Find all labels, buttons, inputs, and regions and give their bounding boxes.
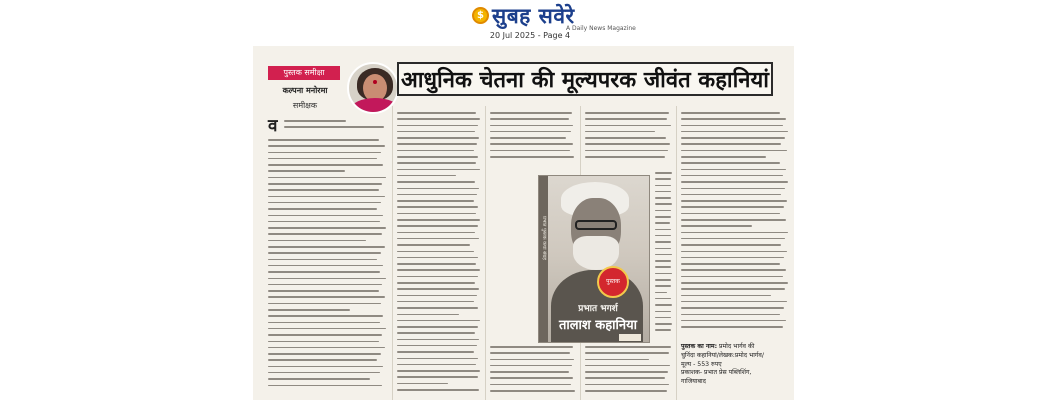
text-line [655,298,671,300]
text-line [490,112,572,114]
body-text-column-2 [397,112,481,398]
text-line [397,219,480,221]
text-line [681,314,780,316]
text-line [585,365,670,367]
text-line [284,126,384,128]
text-line [585,384,669,386]
text-line [681,263,780,265]
text-line [268,366,383,368]
text-line [397,295,477,297]
text-line [490,377,573,379]
text-line [268,208,377,210]
text-line [268,164,383,166]
text-line [585,137,666,139]
text-line [268,271,380,273]
text-line [397,314,459,316]
text-line [585,143,670,145]
text-line [655,229,671,231]
text-line [397,137,479,139]
text-line [655,329,671,331]
text-line [585,150,668,152]
text-line [681,295,771,297]
text-line [397,251,474,253]
book-publisher-city: गाजियाबाद [681,378,706,386]
text-line [490,359,574,361]
text-line [397,244,470,246]
text-line [655,235,671,237]
text-line [681,169,786,171]
text-line [268,221,380,223]
body-text-column-1a [284,120,387,138]
text-line [397,345,477,347]
column-divider [392,106,393,400]
text-line [681,307,784,309]
text-line [681,137,785,139]
text-line [397,125,478,127]
text-line [397,376,478,378]
text-line [681,269,786,271]
text-line [397,332,475,334]
text-line [397,156,478,158]
text-line [681,257,784,259]
text-line [397,238,479,240]
text-line [655,279,671,281]
text-line [397,282,475,284]
text-line [585,156,665,158]
text-line [397,143,477,145]
text-line [681,251,787,253]
text-line [397,150,474,152]
text-line [655,260,671,262]
text-line [268,145,385,147]
byline-role: समीक्षक [292,101,318,110]
text-line [681,125,783,127]
text-line [655,191,671,193]
book-details-box [681,343,789,400]
text-line [397,200,474,202]
text-line [268,139,379,141]
book-cover-title: तालाश कहानिया [558,318,638,333]
text-line [681,206,784,208]
text-line [268,177,386,179]
text-line [397,383,448,385]
text-line [490,118,569,120]
text-line [268,240,366,242]
text-line [681,213,780,215]
text-line [655,311,671,313]
text-line [681,288,785,290]
text-line [681,175,783,177]
body-text-column-4-bottom [585,346,672,398]
text-line [397,326,478,328]
masthead [0,0,1060,46]
text-line [397,118,480,120]
text-line [397,181,475,183]
text-line [490,384,571,386]
text-line [681,131,788,133]
text-line [268,328,386,330]
text-line [268,322,380,324]
text-line [681,200,787,202]
text-line [655,185,671,187]
text-line [268,227,386,229]
text-line [681,232,788,234]
text-line [655,203,672,205]
text-line [397,162,476,164]
book-name-value: प्रमोद भार्गव की [719,343,755,350]
text-line [397,232,475,234]
text-line [585,131,655,133]
text-line [681,112,780,114]
text-line [268,259,377,261]
text-line [681,238,785,240]
text-line [681,118,786,120]
text-line [585,377,665,379]
text-line [655,172,672,174]
text-line [655,241,671,243]
text-line [490,346,573,348]
text-line [397,112,476,114]
text-line [397,257,478,259]
text-line [268,309,350,311]
text-line [397,276,478,278]
column-divider [485,106,486,400]
body-text-column-1b [268,139,387,397]
text-line [681,219,786,221]
newspaper-title: सुबह सवेरे [492,4,575,28]
text-line [681,181,788,183]
text-line [397,358,478,360]
text-line [268,278,386,280]
text-line [397,339,479,341]
book-name-label: पुस्तक का नाम: [681,343,718,350]
text-line [490,352,570,354]
book-cover-author: प्रभात भगर्श [578,304,618,314]
text-line [397,370,480,372]
book-publisher: प्रकाशक- प्रभात प्रेस पब्लिशिंग, [681,369,752,377]
text-line [268,252,381,254]
text-line [490,125,573,127]
book-price: मूल्य - 553 रुपए [681,360,722,368]
text-line [268,347,385,349]
text-line [268,202,381,204]
text-line [268,265,383,267]
text-line [397,351,474,353]
column-divider [676,106,677,400]
text-line [268,359,377,361]
text-line [490,156,574,158]
text-line [585,112,669,114]
text-line [655,292,667,294]
text-line [681,162,780,164]
text-line [490,131,571,133]
text-line [268,189,379,191]
text-line [490,150,570,152]
text-line [655,323,672,325]
text-line [268,215,383,217]
dropcap-letter: व [268,116,278,136]
text-line [681,225,752,227]
text-line [397,175,456,177]
text-line [655,248,671,250]
text-line [655,266,671,268]
text-line [397,364,476,366]
text-line [681,194,781,196]
text-line [268,372,380,374]
text-line [490,137,566,139]
text-line [681,143,781,145]
body-text-column-3-top [490,112,576,168]
text-line [268,315,383,317]
text-line [490,390,575,392]
text-line [681,244,781,246]
text-line [681,156,766,158]
text-line [681,320,786,322]
text-line [268,353,381,355]
text-line [397,188,479,190]
body-text-column-4-top [585,112,672,168]
text-line [268,341,379,343]
text-line [397,169,480,171]
text-line [268,284,382,286]
text-line [397,320,480,322]
text-line [397,307,478,309]
book-author-line: चुनिंदा कहानियां/लेखक:प्रमोद भार्गव/ [681,351,764,359]
text-line [268,152,381,154]
text-line [397,269,480,271]
text-line [655,254,672,256]
text-line [268,334,382,336]
text-line [681,276,783,278]
text-line [681,282,788,284]
text-line [585,125,671,127]
text-line [397,263,476,265]
text-line [681,326,783,328]
text-line [490,365,572,367]
text-line [397,213,476,215]
text-line [681,301,787,303]
book-badge: पुस्तक [597,266,629,298]
body-text-column-5 [681,112,789,338]
text-line [397,206,478,208]
text-line [585,359,649,361]
text-line [284,120,346,122]
text-line [268,290,379,292]
text-line [681,188,785,190]
text-line [585,390,667,392]
text-line [268,246,385,248]
text-line [585,371,668,373]
book-spine-text: प्रभात पुस्तक कथा संग्रह [541,216,547,260]
text-line [655,216,671,218]
text-line [655,273,672,275]
text-line [397,225,478,227]
text-line [655,285,671,287]
text-line [655,222,670,224]
text-line [490,143,573,145]
article-headline: आधुनिक चेतना की मूल्यपरक जीवंत कहानियां [397,62,773,96]
text-line [490,371,569,373]
text-line [268,158,377,160]
text-line [585,346,671,348]
byline-author: कल्पना मनोरमा [282,86,328,95]
text-line [397,389,479,391]
newspaper-tagline: A Daily News Magazine [566,25,636,32]
text-line [268,170,345,172]
text-line [397,301,474,303]
book-cover-image [538,175,650,343]
text-line [268,183,382,185]
text-line [397,288,479,290]
text-line [681,150,787,152]
text-line [268,303,381,305]
text-line [655,210,671,212]
newspaper-page [253,46,794,400]
text-line [655,197,671,199]
text-line [655,178,671,180]
section-tag: पुस्तक समीक्षा [268,66,340,80]
text-line [268,196,385,198]
body-text-column-4 [655,172,672,342]
edition-date: 20 Jul 2025 - Page 4 [489,31,571,40]
text-line [397,194,477,196]
text-line [655,317,671,319]
logo-icon: $ [472,7,489,24]
text-line [268,378,370,380]
text-line [397,131,475,133]
text-line [655,304,672,306]
text-line [268,296,385,298]
text-line [268,233,382,235]
text-line [585,118,667,120]
body-text-column-3-bottom [490,346,576,398]
text-line [585,352,669,354]
text-line [268,385,382,387]
